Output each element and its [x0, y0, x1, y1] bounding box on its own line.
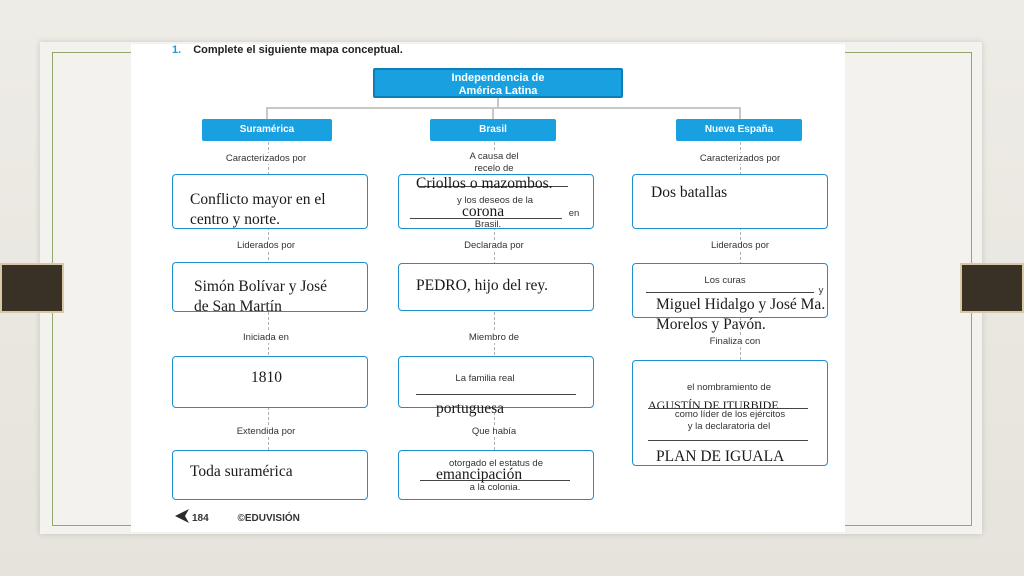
right-box3-line3: y la declaratoria del: [687, 421, 771, 432]
right-box3-line1: el nombramiento de: [687, 382, 771, 393]
right-decor-bar: [960, 263, 1024, 313]
left-connector-2: Liderados por: [206, 240, 326, 251]
left-connector-3: Iniciada en: [216, 332, 316, 343]
center-box3-text: La familia real: [455, 373, 515, 384]
right-box2-text: Los curas: [704, 275, 746, 286]
left-connector-4: Extendida por: [206, 426, 326, 437]
center-box4-line2: a la colonia.: [469, 482, 521, 493]
branch-suramerica: Suramérica: [202, 119, 332, 141]
branch-brasil: Brasil: [430, 119, 556, 141]
center-connector-4: Que había: [444, 426, 544, 437]
left-decor-bar: [0, 263, 64, 313]
right-connector-1: Caracterizados por: [670, 153, 810, 164]
center-answer-3: portuguesa: [436, 400, 505, 417]
center-answer-4: emancipación: [436, 466, 523, 483]
center-connector-1b: recelo de: [444, 163, 544, 174]
center-connector-3: Miembro de: [444, 332, 544, 343]
left-connector-1: Caracterizados por: [196, 153, 336, 164]
center-box1-line2: en: [568, 208, 580, 219]
page-number: 184: [192, 513, 209, 524]
item-number: 1.: [172, 44, 182, 56]
center-answer-2: PEDRO, hijo del rey.: [416, 277, 549, 294]
page-footer: [172, 513, 300, 524]
branch-nueva-espana: Nueva España: [676, 119, 802, 141]
right-connector-2: Liderados por: [680, 240, 800, 251]
right-blank-2: [646, 292, 814, 293]
left-answer-3: 1810: [251, 369, 282, 386]
right-answer-1: Dos batallas: [651, 184, 728, 201]
center-box1-line3: Brasil.: [474, 219, 502, 230]
center-connector-1a: A causa del: [444, 151, 544, 162]
publisher-name: ©EDUVISIÓN: [237, 513, 300, 524]
instruction-text: Complete el siguiente mapa conceptual.: [193, 44, 403, 56]
instruction-header: [172, 44, 403, 56]
right-answer-3b: PLAN DE IGUALA: [656, 448, 785, 465]
right-answer-2: Miguel Hidalgo y José Ma. Morelos y Pavón.: [656, 296, 826, 333]
center-blank-3: [416, 394, 576, 395]
root-node: Independencia de América Latina: [373, 68, 623, 98]
center-box1-line1: y los deseos de la: [456, 195, 534, 206]
center-answer-1a: Criollos o mazombos.: [416, 175, 553, 192]
left-answer-1: Conflicto mayor en el centro y norte.: [190, 191, 326, 228]
center-answer-1b: corona: [462, 203, 505, 220]
right-box3-line2: como líder de los ejércitos: [674, 409, 786, 420]
center-box4-line1: otorgado el estatus de: [448, 458, 543, 469]
right-box2-y: y: [818, 285, 824, 296]
right-answer-3a: AGUSTÍN DE ITURBIDE: [648, 398, 779, 412]
branch-horizontal: [266, 107, 740, 109]
center-connector-2: Declarada por: [434, 240, 554, 251]
left-answer-4: Toda suramérica: [190, 463, 293, 480]
right-blank-3b: [648, 440, 808, 441]
right-connector-3: Finaliza con: [680, 336, 790, 347]
left-answer-2: Simón Bolívar y José de San Martín: [194, 278, 328, 315]
